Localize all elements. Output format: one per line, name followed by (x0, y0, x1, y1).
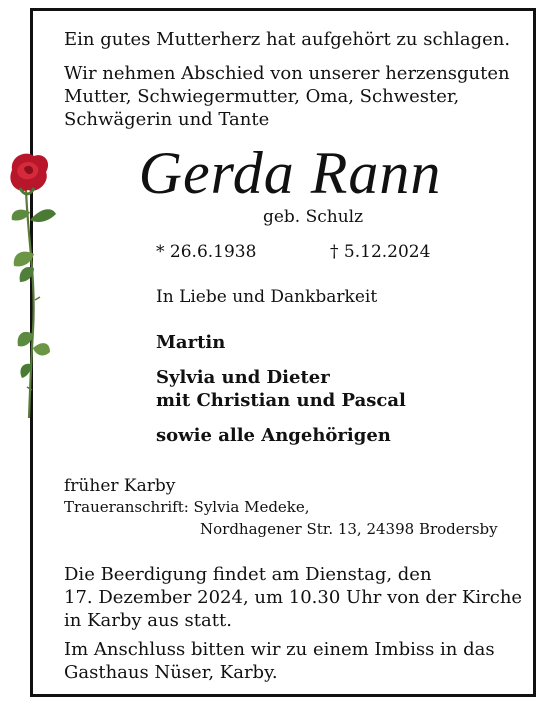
address-line-2: Nordhagener Str. 13, 24398 Brodersby (200, 520, 498, 538)
funeral-line-3: in Karby aus statt. (64, 610, 232, 631)
farewell-line-2: Mutter, Schwiegermutter, Oma, Schwester, (64, 86, 460, 107)
address-label: Traueranschrift: Sylvia Medeke, (64, 498, 310, 516)
funeral-line-1: Die Beerdigung findet am Dienstag, den (64, 564, 432, 585)
funeral-line-2: 17. Dezember 2024, um 10.30 Uhr von der Kirche (64, 587, 523, 608)
deceased-name: Gerda Rann (138, 140, 442, 206)
reception-line-2: Gasthaus Nüser, Karby. (64, 662, 278, 683)
farewell-line-3: Schwägerin und Tante (64, 109, 270, 130)
mourner-3: mit Christian und Pascal (156, 390, 406, 411)
intro-line: Ein gutes Mutterherz hat aufgehört zu schlagen. (64, 29, 511, 50)
reception-line-1: Im Anschluss bitten wir zu einem Imbiss in das (64, 639, 495, 660)
mourner-2: Sylvia und Dieter (156, 367, 330, 388)
death-date: † 5.12.2024 (330, 242, 431, 262)
mourner-1: Martin (156, 332, 226, 353)
birth-date: * 26.6.1938 (156, 242, 257, 262)
farewell-line-1: Wir nehmen Abschied von unserer herzensguten (64, 63, 510, 84)
former-residence: früher Karby (64, 476, 176, 496)
maiden-name: geb. Schulz (262, 207, 364, 227)
gratitude-line: In Liebe und Dankbarkeit (156, 287, 378, 307)
mourner-4: sowie alle Angehörigen (156, 425, 391, 446)
